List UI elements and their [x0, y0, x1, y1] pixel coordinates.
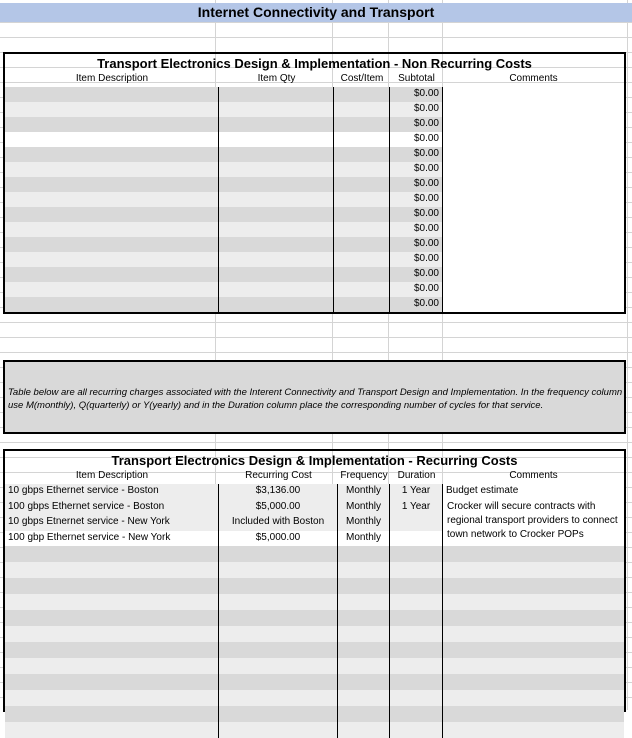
nr-cell[interactable] [334, 132, 390, 147]
nr-subtotal-cell[interactable]: $0.00 [390, 222, 443, 237]
r-cell[interactable] [219, 658, 338, 674]
r-cell[interactable] [390, 642, 443, 658]
nr-cell[interactable] [334, 222, 390, 237]
r-cell[interactable] [443, 658, 624, 674]
nr-cell[interactable] [443, 102, 624, 117]
nr-header-comments: Comments [509, 73, 558, 84]
grid-column-line [627, 0, 628, 710]
nr-table-row [5, 297, 624, 312]
r-cell[interactable] [390, 690, 443, 706]
r-table-row [5, 594, 624, 610]
nr-header-description: Item Description [75, 73, 149, 84]
nr-cell[interactable] [219, 222, 334, 237]
nr-cell[interactable] [219, 132, 334, 147]
nr-cell[interactable] [334, 162, 390, 177]
nr-cell[interactable] [443, 162, 624, 177]
r-table-row [5, 690, 624, 706]
r-cell[interactable] [443, 610, 624, 626]
r-cell[interactable] [390, 626, 443, 642]
nr-subtotal-cell[interactable]: $0.00 [390, 162, 443, 177]
r-cell[interactable] [338, 690, 390, 706]
grid-row-line [0, 22, 632, 23]
nr-cell[interactable] [5, 207, 219, 222]
nr-table-row [5, 252, 624, 267]
r-cell[interactable] [443, 690, 624, 706]
r-table-row [5, 610, 624, 626]
r-cell[interactable] [390, 706, 443, 722]
r-frequency-cell[interactable]: Monthly [338, 515, 390, 531]
nr-cell[interactable] [334, 267, 390, 282]
r-cell[interactable] [219, 722, 338, 738]
nr-cell[interactable] [219, 252, 334, 267]
r-cell[interactable] [5, 674, 219, 690]
r-cell[interactable] [219, 642, 338, 658]
r-table-row [5, 658, 624, 674]
nr-subtotal-cell[interactable]: $0.00 [390, 237, 443, 252]
nr-cell[interactable] [334, 237, 390, 252]
nr-table-row [5, 87, 624, 102]
r-cell[interactable] [338, 658, 390, 674]
r-cell[interactable] [338, 546, 390, 562]
r-cell[interactable] [390, 578, 443, 594]
nr-cell[interactable] [5, 297, 219, 312]
nr-subtotal-cell[interactable]: $0.00 [390, 252, 443, 267]
r-cell[interactable] [390, 562, 443, 578]
r-cell[interactable] [338, 610, 390, 626]
r-cell[interactable] [390, 674, 443, 690]
nr-subtotal-cell[interactable]: $0.00 [390, 192, 443, 207]
nr-subtotal-cell[interactable]: $0.00 [390, 117, 443, 132]
r-table-row [5, 642, 624, 658]
nr-cell[interactable] [334, 177, 390, 192]
nr-cell[interactable] [219, 147, 334, 162]
r-duration-cell[interactable] [390, 515, 443, 531]
nr-subtotal-cell[interactable]: $0.00 [390, 132, 443, 147]
nr-cell[interactable] [219, 162, 334, 177]
nr-cell[interactable] [219, 87, 334, 102]
r-header-frequency: Frequency [340, 470, 388, 481]
r-duration-cell[interactable] [390, 531, 443, 547]
r-table-row [5, 546, 624, 562]
nr-cell[interactable] [5, 147, 219, 162]
r-cell[interactable] [5, 610, 219, 626]
grid-row-line [0, 322, 632, 323]
nr-cell[interactable] [334, 207, 390, 222]
r-cell[interactable] [219, 546, 338, 562]
nr-cell[interactable] [443, 132, 624, 147]
r-cell[interactable] [390, 594, 443, 610]
grid-row-line [0, 442, 632, 443]
nr-table-row [5, 117, 624, 132]
nr-cell[interactable] [334, 297, 390, 312]
nr-cell[interactable] [334, 192, 390, 207]
r-header-duration: Duration [397, 470, 436, 481]
nr-cell[interactable] [5, 252, 219, 267]
r-cell[interactable] [219, 690, 338, 706]
nr-cell[interactable] [334, 147, 390, 162]
r-frequency-cell[interactable]: Monthly [338, 484, 390, 500]
r-cell[interactable] [443, 674, 624, 690]
nr-table-row [5, 267, 624, 282]
nonrecurring-title: Transport Electronics Design & Implementation - Non Recurring Costs [97, 56, 532, 71]
nr-table-row [5, 162, 624, 177]
r-duration-cell[interactable]: 1 Year [390, 500, 443, 516]
r-cell[interactable] [5, 642, 219, 658]
nr-cell[interactable] [443, 87, 624, 102]
nr-cell[interactable] [334, 117, 390, 132]
r-cell[interactable] [5, 546, 219, 562]
nr-cell[interactable] [5, 177, 219, 192]
nr-cell[interactable] [5, 162, 219, 177]
nr-table-row [5, 177, 624, 192]
nr-subtotal-cell[interactable]: $0.00 [390, 207, 443, 222]
r-header-comments: Comments [509, 470, 558, 481]
nr-table-row [5, 102, 624, 117]
r-cell[interactable] [338, 706, 390, 722]
r-cell[interactable] [5, 594, 219, 610]
nr-cell[interactable] [5, 132, 219, 147]
r-cell[interactable] [219, 578, 338, 594]
r-table-row [5, 578, 624, 594]
r-table-row [5, 626, 624, 642]
r-cell[interactable] [443, 626, 624, 642]
r-frequency-cell[interactable]: Monthly [338, 531, 390, 547]
nr-cell[interactable] [334, 252, 390, 267]
nr-cell[interactable] [334, 282, 390, 297]
nr-header-qty: Item Qty [257, 73, 296, 84]
nr-table-row [5, 282, 624, 297]
r-description-cell[interactable]: 100 gbp Ethernet service - New York [5, 531, 219, 547]
recurring-title: Transport Electronics Design & Implementation - Recurring Costs [111, 453, 518, 468]
nr-cell[interactable] [334, 102, 390, 117]
nr-cell[interactable] [443, 237, 624, 252]
r-cell[interactable] [390, 610, 443, 626]
r-cell[interactable] [338, 562, 390, 578]
nr-header-subtotal: Subtotal [398, 73, 435, 84]
nr-header-cost: Cost/Item [340, 73, 384, 84]
grid-row-line [0, 337, 632, 338]
nr-subtotal-cell[interactable]: $0.00 [390, 102, 443, 117]
nr-subtotal-cell[interactable]: $0.00 [390, 297, 443, 312]
nonrecurring-table [3, 52, 626, 314]
r-cell[interactable] [390, 546, 443, 562]
r-table-row [5, 706, 624, 722]
nr-table-row [5, 192, 624, 207]
nr-cell[interactable] [5, 237, 219, 252]
grid-row-line [0, 37, 632, 38]
nr-subtotal-cell[interactable]: $0.00 [390, 282, 443, 297]
r-cell[interactable] [443, 562, 624, 578]
nr-cell[interactable] [443, 207, 624, 222]
nr-cell[interactable] [443, 177, 624, 192]
r-cell[interactable] [443, 642, 624, 658]
r-cell[interactable] [219, 626, 338, 642]
r-cell[interactable] [5, 690, 219, 706]
r-cell[interactable] [443, 722, 624, 738]
sheet-title: Internet Connectivity and Transport [0, 3, 632, 22]
r-table-row [5, 722, 624, 738]
nr-cell[interactable] [219, 237, 334, 252]
nr-subtotal-cell[interactable]: $0.00 [390, 147, 443, 162]
nr-cell[interactable] [443, 222, 624, 237]
nr-cell[interactable] [5, 282, 219, 297]
r-cell[interactable] [338, 674, 390, 690]
nr-subtotal-cell[interactable]: $0.00 [390, 87, 443, 102]
nr-cell[interactable] [219, 207, 334, 222]
nr-cell[interactable] [443, 267, 624, 282]
r-comment-cell[interactable]: Budget estimate [443, 484, 624, 500]
r-cell[interactable] [219, 610, 338, 626]
nr-table-row [5, 147, 624, 162]
nr-cell[interactable] [5, 267, 219, 282]
r-cell[interactable] [390, 722, 443, 738]
nr-cell[interactable] [5, 102, 219, 117]
nr-cell[interactable] [5, 192, 219, 207]
recurring-table [3, 449, 626, 712]
recurring-note-text: Table below are all recurring charges associated with the Interent Connectivity and Transport Design and Implementation. In the frequency column use M(monthly), Q(quarterly) or Y(yearly) and in the Duration column place the corresponding number of cycles for that service. [8, 387, 623, 411]
r-cell[interactable] [338, 626, 390, 642]
r-cell[interactable] [219, 594, 338, 610]
r-duration-cell[interactable]: 1 Year [390, 484, 443, 500]
r-description-cell[interactable]: 10 gbps Etnernet service - New York [5, 515, 219, 531]
r-cell[interactable] [338, 578, 390, 594]
r-cell[interactable] [338, 722, 390, 738]
nr-cell[interactable] [5, 117, 219, 132]
r-cell[interactable] [5, 658, 219, 674]
r-cell[interactable] [219, 674, 338, 690]
nr-table-row [5, 132, 624, 147]
r-cell[interactable] [338, 594, 390, 610]
r-cell[interactable] [5, 578, 219, 594]
nr-cell[interactable] [5, 87, 219, 102]
nr-cell[interactable] [219, 282, 334, 297]
nr-cell[interactable] [443, 297, 624, 312]
nr-cell[interactable] [443, 147, 624, 162]
nr-cell[interactable] [443, 117, 624, 132]
nr-cell[interactable] [219, 297, 334, 312]
nr-cell[interactable] [219, 192, 334, 207]
r-frequency-cell[interactable]: Monthly [338, 500, 390, 516]
grid-row-line [0, 352, 632, 353]
r-cell[interactable] [443, 594, 624, 610]
nr-subtotal-cell[interactable]: $0.00 [390, 267, 443, 282]
r-description-cell[interactable]: 10 gbps Ethernet service - Boston [5, 484, 219, 500]
r-cell[interactable] [5, 626, 219, 642]
r-cell[interactable] [219, 562, 338, 578]
r-table-row [5, 674, 624, 690]
nr-cell[interactable] [443, 252, 624, 267]
r-cell[interactable] [5, 706, 219, 722]
recurring-note [3, 360, 626, 434]
r-cell[interactable] [5, 722, 219, 738]
nr-cell[interactable] [5, 222, 219, 237]
r-cell[interactable] [443, 578, 624, 594]
r-cell[interactable] [443, 546, 624, 562]
r-cost-cell[interactable]: $3,136.00 [219, 484, 338, 500]
r-cell[interactable] [443, 706, 624, 722]
r-cell[interactable] [219, 706, 338, 722]
r-cost-cell[interactable]: $5,000.00 [219, 500, 338, 516]
r-table-row [5, 562, 624, 578]
r-description-cell[interactable]: 100 gbps Ethernet service - Boston [5, 500, 219, 516]
r-header-description: Item Description [75, 470, 149, 481]
nr-cell[interactable] [219, 102, 334, 117]
nr-table-row [5, 207, 624, 222]
nr-table-row [5, 222, 624, 237]
nr-cell[interactable] [443, 192, 624, 207]
nr-cell[interactable] [219, 117, 334, 132]
r-header-cost: Recurring Cost [245, 470, 312, 481]
recurring-merged-comment[interactable]: Crocker will secure contracts with regional transport providers to connect town network to Crocker POPs [447, 501, 618, 540]
nr-cell[interactable] [443, 282, 624, 297]
nr-cell[interactable] [219, 177, 334, 192]
r-table-row [5, 484, 624, 500]
nr-cell[interactable] [334, 87, 390, 102]
nr-subtotal-cell[interactable]: $0.00 [390, 177, 443, 192]
nr-cell[interactable] [219, 267, 334, 282]
r-cell[interactable] [390, 658, 443, 674]
r-cost-cell[interactable]: $5,000.00 [219, 531, 338, 547]
r-cell[interactable] [338, 642, 390, 658]
r-cost-cell[interactable]: Included with Boston [219, 515, 338, 531]
nr-table-row [5, 237, 624, 252]
r-cell[interactable] [5, 562, 219, 578]
